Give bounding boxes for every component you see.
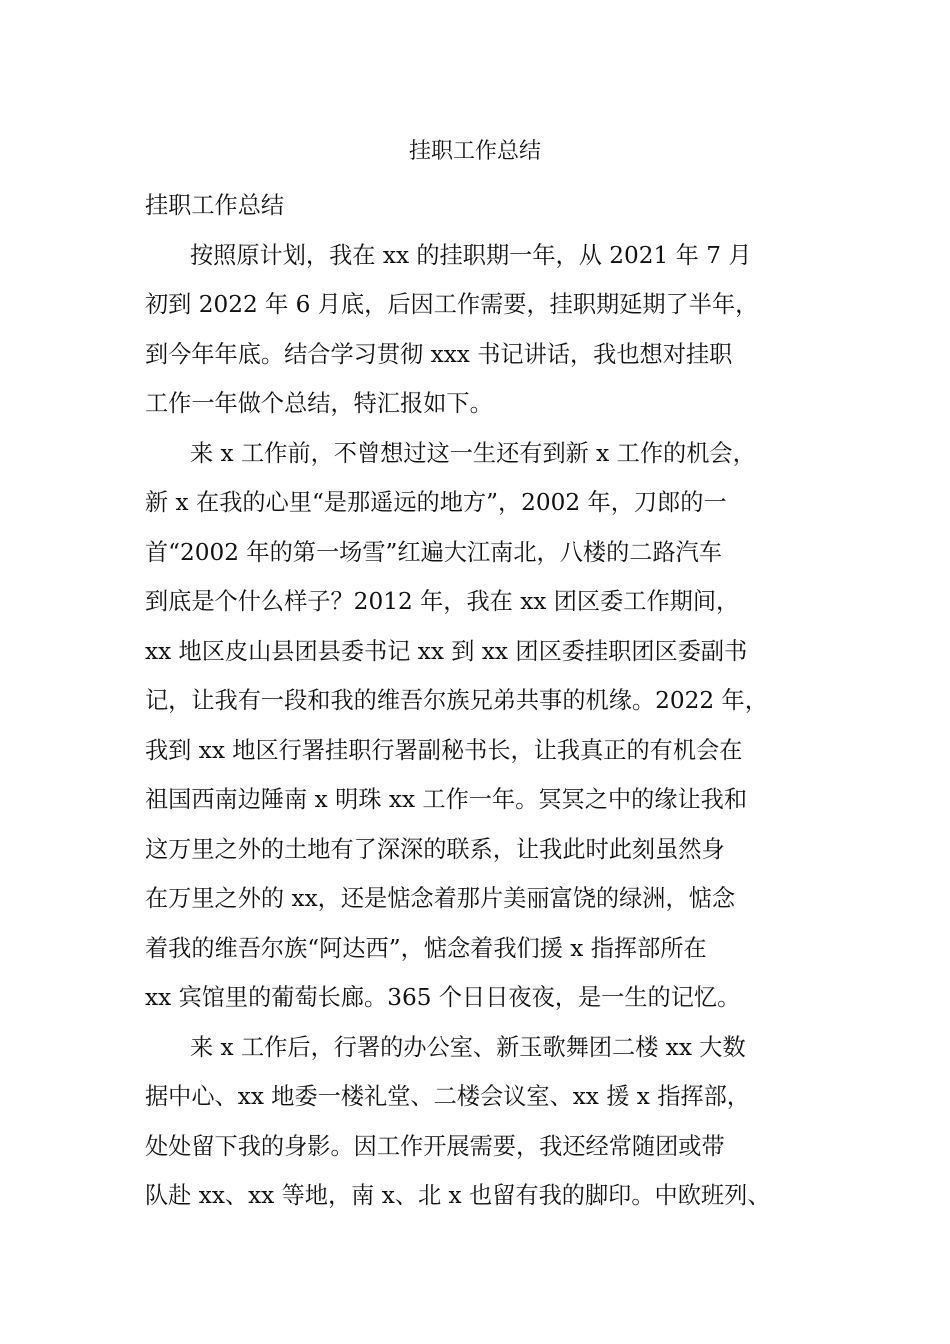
text-line: 到底是个什么样子？2012 年，我在 xx 团区委工作期间， xyxy=(145,588,740,615)
paragraph-2 xyxy=(145,429,835,1023)
document-subtitle: 挂职工作总结 xyxy=(145,192,285,219)
text-line: 祖国西南边陲南 x 明珠 xx 工作一年。冥冥之中的缘让我和 xyxy=(145,786,748,813)
text-line: 我到 xx 地区行署挂职行署副秘书长，让我真正的有机会在 xyxy=(145,736,743,764)
document-body xyxy=(145,181,835,1221)
text-line: 到今年年底。结合学习贯彻 xxx 书记讲话，我也想对挂职 xyxy=(145,340,733,368)
text-line: xx 宾馆里的葡萄长廊。365 个日日夜夜，是一生的记忆。 xyxy=(145,984,741,1011)
text-line: 新 x 在我的心里“是那遥远的地方”，2002 年，刀郎的一 xyxy=(145,489,727,516)
text-line: xx 地区皮山县团县委书记 xx 到 xx 团区委挂职团区委副书 xyxy=(145,637,748,665)
text-line: 来 x 工作后，行署的办公室、新玉歌舞团二楼 xx 大数 xyxy=(190,1033,746,1061)
text-line: 记，让我有一段和我的维吾尔族兄弟共事的机缘。2022 年， xyxy=(145,687,768,714)
text-line: 据中心、xx 地委一楼礼堂、二楼会议室、xx 援 x 指挥部， xyxy=(145,1083,750,1110)
document-title: 挂职工作总结 xyxy=(408,139,541,164)
text-line: 初到 2022 年 6 月底，后因工作需要，挂职期延期了半年， xyxy=(145,291,759,318)
text-line: 工作一年做个总结，特汇报如下。 xyxy=(145,390,493,417)
text-line: 这万里之外的土地有了深深的联系，让我此时此刻虽然身 xyxy=(145,835,725,863)
paragraph-3 xyxy=(145,1023,835,1221)
text-line: 按照原计划，我在 xx 的挂职期一年，从 2021 年 7 月 xyxy=(190,241,752,269)
text-line: 队赴 xx、xx 等地，南 x、北 x 也留有我的脚印。中欧班列、 xyxy=(145,1182,771,1209)
text-line: 来 x 工作前，不曾想过这一生还有到新 x 工作的机会， xyxy=(190,439,756,467)
text-line: 着我的维吾尔族“阿达西”，惦念着我们援 x 指挥部所在 xyxy=(145,934,707,962)
text-line: 处处留下我的身影。因工作开展需要，我还经常随团或带 xyxy=(145,1132,725,1160)
text-line: 在万里之外的 xx，还是惦念着那片美丽富饶的绿洲，惦念 xyxy=(145,885,736,912)
text-line: 首“2002 年的第一场雪”红遍大江南北，八楼的二路汽车 xyxy=(145,538,723,566)
paragraph-1 xyxy=(145,231,835,429)
